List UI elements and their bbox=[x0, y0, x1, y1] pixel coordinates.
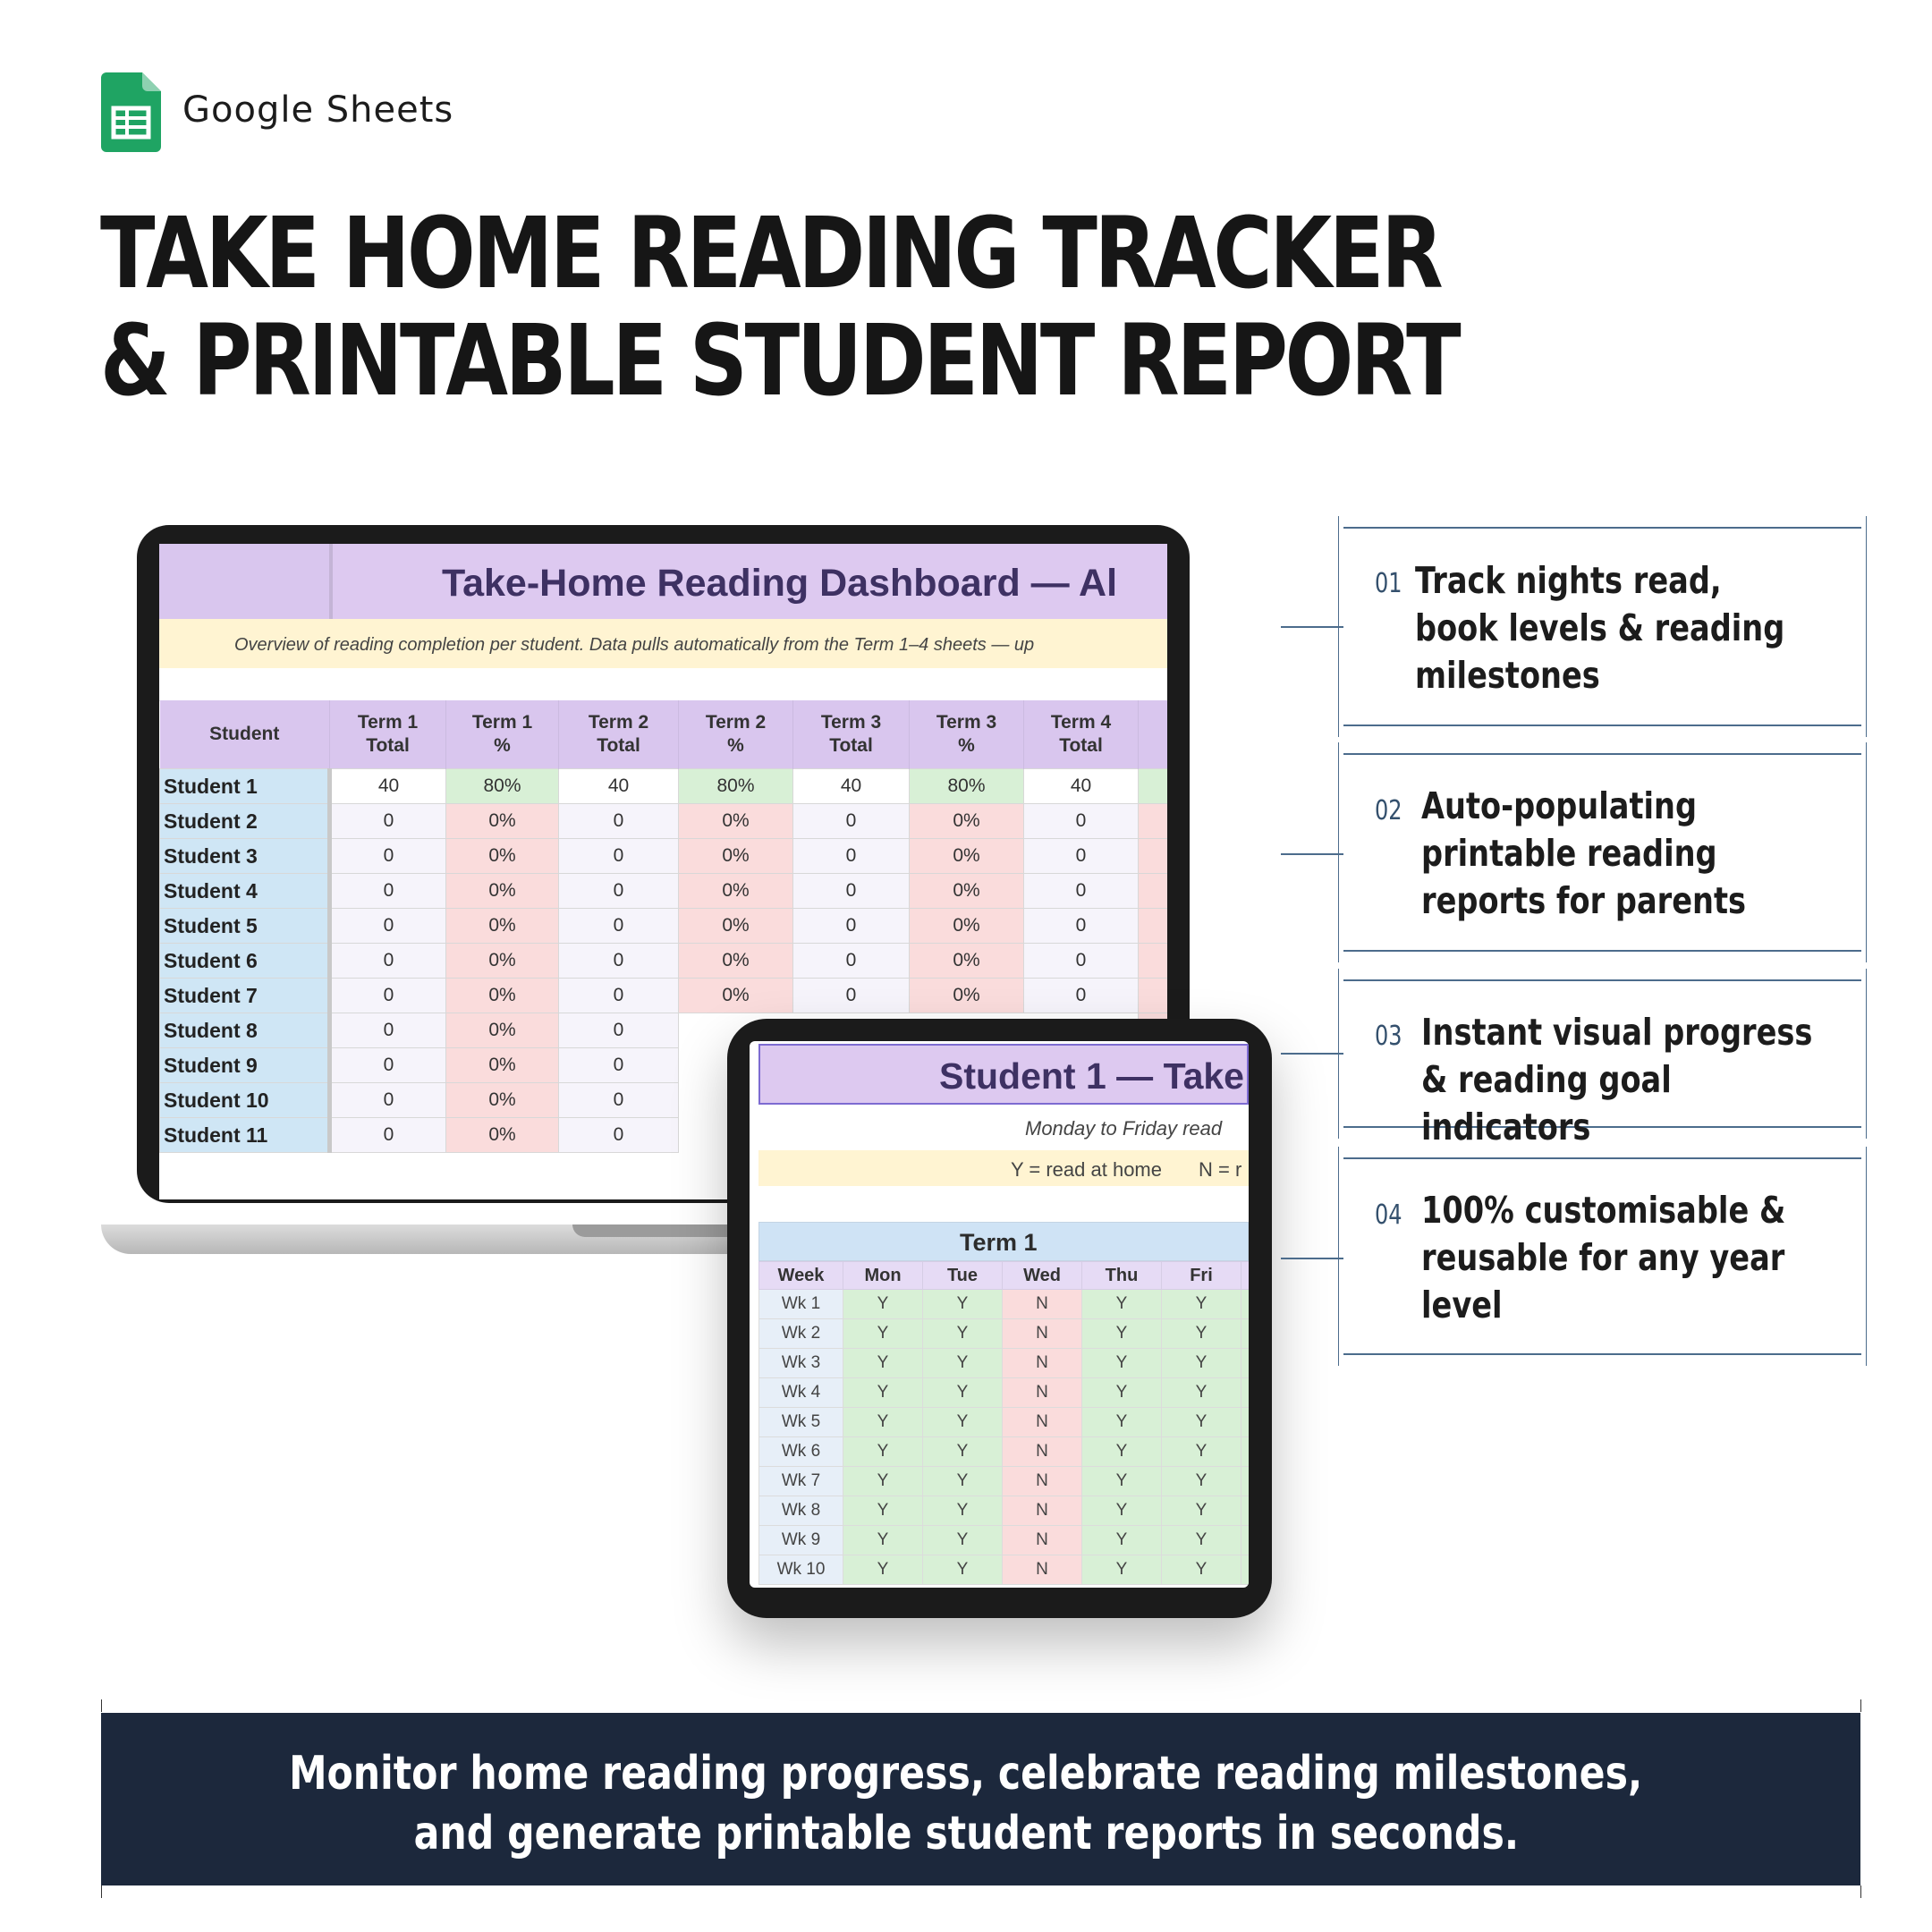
table-row bbox=[160, 909, 1168, 944]
day-cell[interactable]: Y bbox=[923, 1349, 1003, 1378]
week-cell[interactable]: Wk 6 bbox=[759, 1437, 843, 1467]
table-row bbox=[759, 1319, 1250, 1349]
column-header: Wed bbox=[1003, 1262, 1082, 1290]
total-cell[interactable]: 0 bbox=[1024, 874, 1139, 909]
day-cell[interactable]: Y bbox=[923, 1290, 1003, 1319]
percent-cell[interactable]: 0% bbox=[910, 979, 1024, 1013]
total-cell[interactable]: 0 bbox=[559, 979, 679, 1013]
student-name-cell[interactable]: Student 10 bbox=[160, 1083, 330, 1118]
total-cell[interactable]: 0 bbox=[330, 1013, 446, 1048]
corner-mark bbox=[101, 1885, 102, 1898]
percent-cell[interactable]: 0% bbox=[679, 979, 793, 1013]
percent-cell[interactable]: 0% bbox=[910, 874, 1024, 909]
table-row bbox=[759, 1378, 1250, 1408]
day-cell[interactable]: Y bbox=[1082, 1496, 1162, 1526]
week-cell[interactable]: Wk 9 bbox=[759, 1526, 843, 1555]
table-row bbox=[759, 1467, 1250, 1496]
feature-connector bbox=[1281, 1258, 1343, 1259]
google-sheets-logo-icon bbox=[101, 72, 161, 152]
day-cell[interactable]: N bbox=[1003, 1526, 1082, 1555]
day-cell[interactable]: Y bbox=[843, 1555, 923, 1585]
day-cell[interactable]: Y bbox=[1162, 1408, 1241, 1437]
column-header: Term 2 % bbox=[679, 700, 793, 769]
corner-mark bbox=[101, 1699, 102, 1712]
total-cell[interactable]: 0 bbox=[559, 1083, 679, 1118]
corner-mark bbox=[1860, 1885, 1861, 1898]
week-cell[interactable]: Wk 10 bbox=[759, 1555, 843, 1585]
week-cell[interactable]: Wk 2 bbox=[759, 1319, 843, 1349]
feature-connector bbox=[1281, 626, 1343, 628]
brand-name: Google Sheets bbox=[182, 89, 454, 131]
feature-number: 02 bbox=[1375, 795, 1402, 826]
day-cell[interactable]: Y bbox=[1082, 1378, 1162, 1408]
overflow-cell bbox=[1139, 874, 1168, 909]
total-cell[interactable]: 0 bbox=[559, 839, 679, 874]
overflow-cell bbox=[1139, 769, 1168, 804]
percent-cell[interactable]: 0% bbox=[446, 804, 559, 839]
corner-mark bbox=[1860, 1699, 1861, 1712]
feature-text: Instant visual progress & reading goal indicators bbox=[1421, 1011, 1813, 1148]
week-cell[interactable]: Wk 8 bbox=[759, 1496, 843, 1526]
total-cell[interactable]: 0 bbox=[559, 1048, 679, 1083]
table-row bbox=[160, 944, 1168, 979]
column-header: Fri bbox=[1162, 1262, 1241, 1290]
column-header: Term 4 Total bbox=[1024, 700, 1139, 769]
term-label: Term 1 bbox=[960, 1229, 1038, 1256]
percent-cell[interactable]: 0% bbox=[446, 1013, 559, 1048]
footer-text-2: and generate printable student reports in seconds. bbox=[413, 1807, 1519, 1860]
day-cell[interactable]: Y bbox=[923, 1496, 1003, 1526]
percent-cell[interactable]: 0% bbox=[679, 804, 793, 839]
day-cell[interactable]: N bbox=[1003, 1408, 1082, 1437]
overflow-cell bbox=[1139, 944, 1168, 979]
total-cell[interactable]: 0 bbox=[330, 804, 446, 839]
total-cell[interactable]: 0 bbox=[793, 944, 910, 979]
report-legend-bar bbox=[758, 1150, 1249, 1186]
student-name-cell[interactable]: Student 6 bbox=[160, 944, 330, 979]
total-cell[interactable]: 0 bbox=[793, 804, 910, 839]
day-cell[interactable]: Y bbox=[843, 1378, 923, 1408]
day-cell[interactable]: Y bbox=[1082, 1349, 1162, 1378]
table-row bbox=[160, 804, 1168, 839]
column-header bbox=[1139, 700, 1168, 769]
overflow-cell bbox=[1241, 1290, 1250, 1319]
page-title-line-2: & PRINTABLE STUDENT REPORT bbox=[100, 303, 1459, 418]
page-title-line-1: TAKE HOME READING TRACKER bbox=[100, 196, 1441, 310]
column-header: Term 3 % bbox=[910, 700, 1024, 769]
day-cell[interactable]: Y bbox=[1162, 1437, 1241, 1467]
column-header: Thu bbox=[1082, 1262, 1162, 1290]
student-name-cell[interactable]: Student 8 bbox=[160, 1013, 330, 1048]
dashboard-title: Take-Home Reading Dashboard — Al bbox=[442, 562, 1118, 605]
column-header: Term 2 Total bbox=[559, 700, 679, 769]
day-cell[interactable]: N bbox=[1003, 1555, 1082, 1585]
table-row bbox=[160, 769, 1168, 804]
day-cell[interactable]: Y bbox=[1082, 1555, 1162, 1585]
feature-number: 04 bbox=[1375, 1199, 1402, 1231]
total-cell[interactable]: 40 bbox=[559, 769, 679, 804]
table-row bbox=[759, 1555, 1250, 1585]
day-cell[interactable]: Y bbox=[1162, 1467, 1241, 1496]
overflow-cell bbox=[1241, 1467, 1250, 1496]
day-cell[interactable]: Y bbox=[1162, 1290, 1241, 1319]
day-cell[interactable]: Y bbox=[1162, 1555, 1241, 1585]
total-cell[interactable]: 0 bbox=[330, 909, 446, 944]
overflow-cell bbox=[1241, 1437, 1250, 1467]
feature-item-3 bbox=[1343, 979, 1861, 1148]
total-cell[interactable]: 0 bbox=[1024, 909, 1139, 944]
day-cell[interactable]: Y bbox=[923, 1437, 1003, 1467]
feature-connector bbox=[1281, 1053, 1343, 1055]
day-cell[interactable]: Y bbox=[1082, 1526, 1162, 1555]
column-header: Term 1 Total bbox=[330, 700, 446, 769]
percent-cell[interactable]: 0% bbox=[446, 874, 559, 909]
total-cell[interactable]: 0 bbox=[1024, 944, 1139, 979]
day-cell[interactable]: Y bbox=[923, 1378, 1003, 1408]
feature-text: Auto-populating printable reading reports for parents bbox=[1421, 784, 1747, 922]
feature-text: 100% customisable & reusable for any year level bbox=[1421, 1189, 1786, 1326]
day-cell[interactable]: N bbox=[1003, 1319, 1082, 1349]
total-cell[interactable]: 40 bbox=[330, 769, 446, 804]
column-header: Mon bbox=[843, 1262, 923, 1290]
day-cell[interactable]: Y bbox=[923, 1319, 1003, 1349]
column-header: Student bbox=[160, 700, 330, 769]
day-cell[interactable]: Y bbox=[843, 1319, 923, 1349]
percent-cell[interactable]: 0% bbox=[446, 909, 559, 944]
student-name-cell[interactable]: Student 9 bbox=[160, 1048, 330, 1083]
overflow-cell bbox=[1241, 1319, 1250, 1349]
percent-cell[interactable]: 0% bbox=[446, 839, 559, 874]
total-cell[interactable]: 40 bbox=[793, 769, 910, 804]
overflow-cell bbox=[1241, 1378, 1250, 1408]
total-cell[interactable]: 40 bbox=[1024, 769, 1139, 804]
column-header: Tue bbox=[923, 1262, 1003, 1290]
total-cell[interactable]: 0 bbox=[793, 979, 910, 1013]
overflow-cell bbox=[1139, 804, 1168, 839]
feature-number: 01 bbox=[1375, 568, 1402, 599]
feature-item-2 bbox=[1343, 753, 1861, 952]
table-row bbox=[759, 1496, 1250, 1526]
total-cell[interactable]: 0 bbox=[559, 1118, 679, 1153]
legend-yes: Y = read at home bbox=[1011, 1158, 1162, 1181]
student-name-cell[interactable]: Student 4 bbox=[160, 874, 330, 909]
student-name-cell[interactable]: Student 1 bbox=[160, 769, 330, 804]
day-cell[interactable]: Y bbox=[1162, 1526, 1241, 1555]
tablet-screen bbox=[750, 1041, 1249, 1588]
total-cell[interactable]: 0 bbox=[330, 979, 446, 1013]
total-cell[interactable]: 0 bbox=[559, 874, 679, 909]
day-cell[interactable]: Y bbox=[843, 1526, 923, 1555]
day-cell[interactable]: N bbox=[1003, 1349, 1082, 1378]
feature-connector bbox=[1281, 853, 1343, 855]
dashboard-subtitle: Overview of reading completion per student. Data pulls automatically from the Term 1–4 sheets — up bbox=[234, 635, 1035, 655]
total-cell[interactable]: 0 bbox=[330, 839, 446, 874]
total-cell[interactable]: 0 bbox=[1024, 804, 1139, 839]
feature-number: 03 bbox=[1375, 1021, 1402, 1052]
week-cell[interactable]: Wk 5 bbox=[759, 1408, 843, 1437]
percent-cell[interactable]: 0% bbox=[446, 979, 559, 1013]
total-cell[interactable]: 0 bbox=[330, 874, 446, 909]
total-cell[interactable]: 0 bbox=[330, 1118, 446, 1153]
footer-text-1: Monitor home reading progress, celebrate reading milestones, bbox=[289, 1747, 1643, 1801]
overflow-cell bbox=[1241, 1496, 1250, 1526]
day-cell[interactable]: Y bbox=[1082, 1437, 1162, 1467]
column-header bbox=[1241, 1262, 1250, 1290]
day-cell[interactable]: Y bbox=[1082, 1467, 1162, 1496]
percent-cell[interactable]: 0% bbox=[910, 909, 1024, 944]
total-cell[interactable]: 0 bbox=[793, 909, 910, 944]
total-cell[interactable]: 0 bbox=[793, 839, 910, 874]
total-cell[interactable]: 0 bbox=[559, 944, 679, 979]
day-cell[interactable]: Y bbox=[1082, 1408, 1162, 1437]
total-cell[interactable]: 0 bbox=[793, 874, 910, 909]
week-cell[interactable]: Wk 4 bbox=[759, 1378, 843, 1408]
day-cell[interactable]: N bbox=[1003, 1290, 1082, 1319]
day-cell[interactable]: Y bbox=[923, 1467, 1003, 1496]
percent-cell[interactable]: 0% bbox=[679, 909, 793, 944]
feature-item-4 bbox=[1343, 1157, 1861, 1355]
percent-cell[interactable]: 0% bbox=[446, 944, 559, 979]
percent-cell[interactable]: 0% bbox=[446, 1118, 559, 1153]
student-name-cell[interactable]: Student 2 bbox=[160, 804, 330, 839]
overflow-cell bbox=[1139, 839, 1168, 874]
percent-cell[interactable]: 80% bbox=[446, 769, 559, 804]
day-cell[interactable]: Y bbox=[1162, 1349, 1241, 1378]
day-cell[interactable]: Y bbox=[923, 1526, 1003, 1555]
report-subtitle: Monday to Friday read bbox=[1025, 1117, 1223, 1140]
table-row bbox=[759, 1437, 1250, 1467]
overflow-cell bbox=[1241, 1526, 1250, 1555]
total-cell[interactable]: 0 bbox=[330, 1048, 446, 1083]
footer-line-1 bbox=[0, 1747, 1932, 1801]
percent-cell[interactable]: 80% bbox=[910, 769, 1024, 804]
total-cell[interactable]: 0 bbox=[330, 1083, 446, 1118]
overflow-cell bbox=[1241, 1555, 1250, 1585]
percent-cell[interactable]: 0% bbox=[446, 1048, 559, 1083]
day-cell[interactable]: N bbox=[1003, 1378, 1082, 1408]
percent-cell[interactable]: 0% bbox=[679, 944, 793, 979]
feature-text: Track nights read, book levels & reading milestones bbox=[1415, 559, 1785, 697]
student-name-cell[interactable]: Student 5 bbox=[160, 909, 330, 944]
total-cell[interactable]: 0 bbox=[330, 944, 446, 979]
blank-row bbox=[159, 668, 1167, 701]
student-name-cell[interactable]: Student 11 bbox=[160, 1118, 330, 1153]
student-name-cell[interactable]: Student 7 bbox=[160, 979, 330, 1013]
percent-cell[interactable]: 0% bbox=[910, 839, 1024, 874]
day-cell[interactable]: Y bbox=[843, 1496, 923, 1526]
table-row bbox=[160, 874, 1168, 909]
column-header: Week bbox=[759, 1262, 843, 1290]
day-cell[interactable]: Y bbox=[923, 1555, 1003, 1585]
table-row bbox=[160, 839, 1168, 874]
percent-cell[interactable]: 0% bbox=[910, 944, 1024, 979]
table-row bbox=[759, 1526, 1250, 1555]
total-cell[interactable]: 0 bbox=[559, 804, 679, 839]
week-cell[interactable]: Wk 7 bbox=[759, 1467, 843, 1496]
day-cell[interactable]: Y bbox=[843, 1437, 923, 1467]
percent-cell[interactable]: 0% bbox=[446, 1083, 559, 1118]
total-cell[interactable]: 0 bbox=[1024, 979, 1139, 1013]
day-cell[interactable]: Y bbox=[923, 1408, 1003, 1437]
overflow-cell bbox=[1139, 979, 1168, 1013]
day-cell[interactable]: N bbox=[1003, 1496, 1082, 1526]
legend-no: N = r bbox=[1199, 1158, 1242, 1181]
day-cell[interactable]: Y bbox=[1082, 1290, 1162, 1319]
day-cell[interactable]: N bbox=[1003, 1467, 1082, 1496]
feature-item-1 bbox=[1343, 527, 1861, 726]
table-row bbox=[759, 1349, 1250, 1378]
percent-cell[interactable]: 80% bbox=[679, 769, 793, 804]
day-cell[interactable]: Y bbox=[843, 1349, 923, 1378]
day-cell[interactable]: Y bbox=[1082, 1319, 1162, 1349]
day-cell[interactable]: Y bbox=[843, 1290, 923, 1319]
column-header: Term 1 % bbox=[446, 700, 559, 769]
day-cell[interactable]: N bbox=[1003, 1437, 1082, 1467]
total-cell[interactable]: 0 bbox=[559, 909, 679, 944]
footer-line-2 bbox=[0, 1807, 1932, 1860]
week-cell[interactable]: Wk 1 bbox=[759, 1290, 843, 1319]
table-row bbox=[759, 1408, 1250, 1437]
day-cell[interactable]: Y bbox=[843, 1467, 923, 1496]
weekly-reading-table bbox=[758, 1261, 1249, 1585]
percent-cell[interactable]: 0% bbox=[910, 804, 1024, 839]
column-header: Term 3 Total bbox=[793, 700, 910, 769]
week-cell[interactable]: Wk 3 bbox=[759, 1349, 843, 1378]
day-cell[interactable]: Y bbox=[1162, 1319, 1241, 1349]
table-row bbox=[160, 979, 1168, 1013]
overflow-cell bbox=[1139, 909, 1168, 944]
percent-cell[interactable]: 0% bbox=[679, 839, 793, 874]
overflow-cell bbox=[1241, 1349, 1250, 1378]
overflow-cell bbox=[1241, 1408, 1250, 1437]
percent-cell[interactable]: 0% bbox=[679, 874, 793, 909]
total-cell[interactable]: 0 bbox=[559, 1013, 679, 1048]
day-cell[interactable]: Y bbox=[843, 1408, 923, 1437]
report-title: Student 1 — Take bbox=[939, 1055, 1244, 1097]
student-name-cell[interactable]: Student 3 bbox=[160, 839, 330, 874]
table-row bbox=[759, 1290, 1250, 1319]
day-cell[interactable]: Y bbox=[1162, 1496, 1241, 1526]
day-cell[interactable]: Y bbox=[1162, 1378, 1241, 1408]
total-cell[interactable]: 0 bbox=[1024, 839, 1139, 874]
